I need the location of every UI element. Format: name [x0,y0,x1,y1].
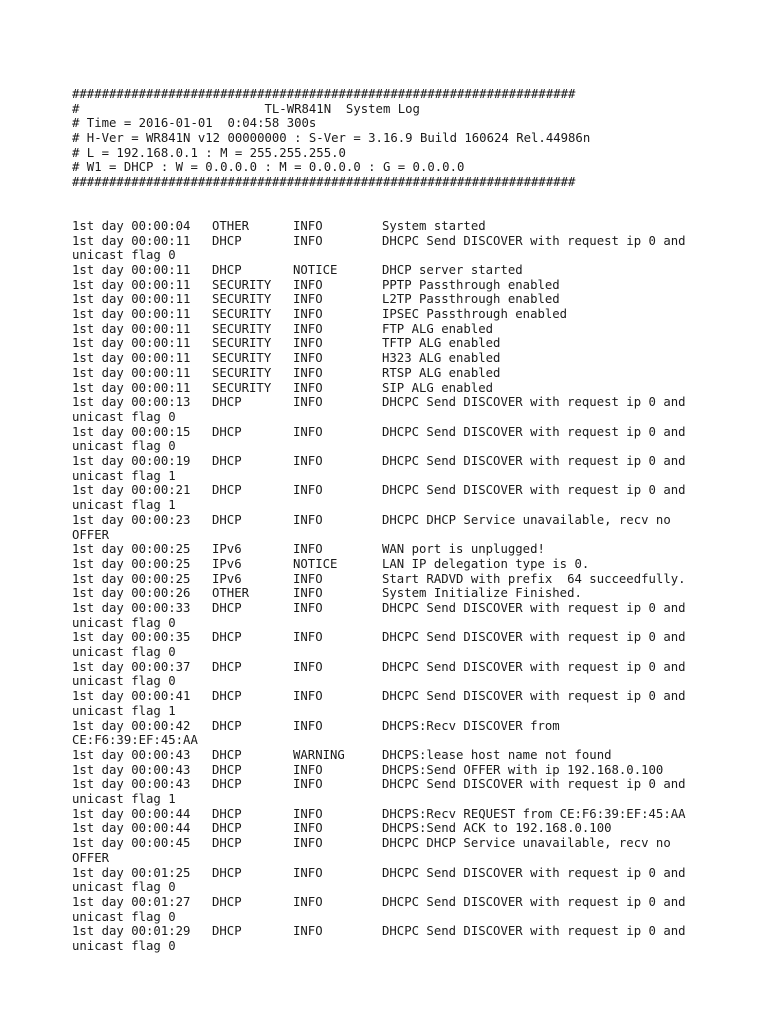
log-entry [72,821,686,836]
header-time: # Time = 2016-01-01 0:04:58 300s [72,116,317,131]
log-entry [72,895,686,924]
log-level: INFO [293,424,323,439]
log-entry-line [72,719,686,734]
log-entry [72,763,686,778]
log-entry [72,454,686,483]
log-level: INFO [293,380,323,395]
log-time: 1st day 00:00:15 [72,424,191,439]
log-message-continuation: unicast flag 0 [72,645,176,660]
log-type: SECURITY [212,380,272,395]
log-time: 1st day 00:00:11 [72,233,191,248]
log-entry-line [72,307,686,322]
log-message: Start RADVD with prefix 64 succeedfully. [382,571,686,586]
log-entries [72,219,686,954]
log-time: 1st day 00:00:13 [72,395,191,410]
log-entry-line [72,381,686,396]
system-log-document [72,87,686,954]
log-message: DHCP server started [382,262,523,277]
log-message-continuation: OFFER [72,850,110,865]
log-entry-line [72,689,686,704]
header-border-top: #################################################################### [72,87,576,101]
log-message: DHCPC DHCP Service unavailable, recv no [382,512,671,527]
log-type: IPv6 [212,571,242,586]
log-message-continuation: unicast flag 0 [72,439,176,454]
log-time: 1st day 00:01:29 [72,924,191,939]
log-header [72,87,686,190]
log-entry [72,660,686,689]
log-time: 1st day 00:00:25 [72,571,191,586]
log-message: IPSEC Passthrough enabled [382,307,568,322]
log-type: DHCP [212,924,242,939]
log-time: 1st day 00:01:27 [72,894,191,909]
log-entry-line [72,292,686,307]
log-type: DHCP [212,395,242,410]
log-entry-line [72,483,686,498]
log-entry [72,777,686,806]
log-type: SECURITY [212,336,272,351]
log-entry [72,630,686,659]
header-title: # TL-WR841N System Log [72,101,420,116]
log-entry [72,513,686,542]
log-message: DHCPC Send DISCOVER with request ip 0 and [382,777,686,792]
log-time: 1st day 00:00:25 [72,556,191,571]
log-message-continuation: unicast flag 1 [72,703,176,718]
log-message: DHCPS:Recv REQUEST from CE:F6:39:EF:45:AA [382,806,686,821]
header-version: # H-Ver = WR841N v12 00000000 : S-Ver = 3.16.9 Build 160624 Rel.44986n [72,131,591,146]
log-message-continuation: unicast flag 0 [72,409,176,424]
log-type: DHCP [212,262,242,277]
log-entry [72,807,686,822]
log-entry-line [72,454,686,469]
log-type: OTHER [212,218,250,233]
log-entry [72,351,686,366]
log-message: DHCPC Send DISCOVER with request ip 0 and [382,630,686,645]
log-level: INFO [293,277,323,292]
header-lan: # L = 192.168.0.1 : M = 255.255.255.0 [72,145,346,160]
log-level: INFO [293,586,323,601]
log-level: INFO [293,865,323,880]
log-entry [72,601,686,630]
log-entry [72,278,686,293]
log-entry-line [72,586,686,601]
log-type: DHCP [212,659,242,674]
log-level: INFO [293,336,323,351]
log-message: DHCPC Send DISCOVER with request ip 0 and [382,865,686,880]
log-type: DHCP [212,483,242,498]
log-entry-line [72,572,686,587]
log-entry-line [72,777,686,792]
log-time: 1st day 00:00:35 [72,630,191,645]
log-type: DHCP [212,454,242,469]
log-level: WARNING [293,747,345,762]
log-type: DHCP [212,762,242,777]
log-message-continuation: unicast flag 0 [72,615,176,630]
log-type: SECURITY [212,277,272,292]
log-time: 1st day 00:00:11 [72,292,191,307]
log-time: 1st day 00:00:11 [72,336,191,351]
log-level: INFO [293,601,323,615]
log-entry [72,719,686,748]
log-entry-line [72,748,686,763]
log-level: INFO [293,365,323,380]
log-level: INFO [293,659,323,674]
log-level: INFO [293,689,323,704]
log-type: SECURITY [212,292,272,307]
log-time: 1st day 00:00:37 [72,659,191,674]
log-entry [72,748,686,763]
log-type: DHCP [212,630,242,645]
log-message: DHCPS:Send ACK to 192.168.0.100 [382,821,612,836]
log-level: INFO [293,542,323,557]
log-message: DHCPC Send DISCOVER with request ip 0 and [382,395,686,410]
log-level: INFO [293,292,323,307]
spacer [72,190,686,219]
log-message: H323 ALG enabled [382,351,501,366]
log-message-continuation: OFFER [72,527,110,542]
log-level: INFO [293,233,323,248]
log-message: SIP ALG enabled [382,380,494,395]
log-entry [72,586,686,601]
log-entry [72,425,686,454]
log-entry [72,263,686,278]
log-time: 1st day 00:00:33 [72,601,191,615]
log-time: 1st day 00:00:26 [72,586,191,601]
log-entry [72,395,686,424]
log-message-continuation: unicast flag 0 [72,248,176,263]
log-entry-line [72,234,686,249]
log-time: 1st day 00:00:19 [72,454,191,469]
log-entry [72,307,686,322]
log-message-continuation: unicast flag 1 [72,498,176,513]
log-entry [72,234,686,263]
log-type: DHCP [212,747,242,762]
log-level: INFO [293,762,323,777]
log-time: 1st day 00:00:41 [72,689,191,704]
log-level: INFO [293,924,323,939]
log-entry-line [72,660,686,675]
log-type: DHCP [212,865,242,880]
log-level: INFO [293,483,323,498]
log-level: INFO [293,454,323,469]
log-entry-line [72,351,686,366]
log-time: 1st day 00:00:11 [72,307,191,322]
log-message-continuation: unicast flag 1 [72,792,176,807]
log-entry [72,483,686,512]
log-message: DHCPS:Recv DISCOVER from [382,718,560,733]
log-level: INFO [293,321,323,336]
log-entry-line [72,219,686,234]
log-level: INFO [293,512,323,527]
log-type: OTHER [212,586,250,601]
log-entry [72,219,686,234]
log-entry [72,924,686,953]
log-message: TFTP ALG enabled [382,336,501,351]
log-message-continuation: CE:F6:39:EF:45:AA [72,733,198,748]
log-level: INFO [293,836,323,851]
log-level: INFO [293,351,323,366]
log-entry-line [72,425,686,440]
log-entry-line [72,513,686,528]
log-message: DHCPC Send DISCOVER with request ip 0 and [382,659,686,674]
log-type: DHCP [212,718,242,733]
log-type: DHCP [212,689,242,704]
log-type: DHCP [212,821,242,836]
log-message: DHCPC Send DISCOVER with request ip 0 and [382,924,686,939]
log-time: 1st day 00:00:45 [72,836,191,851]
log-type: SECURITY [212,351,272,366]
log-type: DHCP [212,836,242,851]
log-time: 1st day 00:00:43 [72,747,191,762]
log-message: System started [382,218,486,233]
log-entry-line [72,366,686,381]
log-entry-line [72,557,686,572]
log-entry [72,836,686,865]
log-entry-line [72,821,686,836]
log-level: NOTICE [293,262,338,277]
log-message-continuation: unicast flag 0 [72,909,176,924]
log-message: DHCPC DHCP Service unavailable, recv no [382,836,671,851]
log-message: DHCPS:lease host name not found [382,747,612,762]
log-message: DHCPC Send DISCOVER with request ip 0 and [382,483,686,498]
log-entry [72,689,686,718]
log-level: INFO [293,395,323,410]
log-level: INFO [293,894,323,909]
log-entry-line [72,763,686,778]
log-entry-line [72,542,686,557]
log-entry-line [72,322,686,337]
log-message-continuation: unicast flag 0 [72,674,176,689]
log-entry-line [72,630,686,645]
log-level: INFO [293,777,323,792]
log-message: DHCPC Send DISCOVER with request ip 0 and [382,894,686,909]
log-message: DHCPS:Send OFFER with ip 192.168.0.100 [382,762,664,777]
log-time: 1st day 00:00:11 [72,262,191,277]
log-message-continuation: unicast flag 0 [72,880,176,895]
log-level: INFO [293,630,323,645]
log-level: INFO [293,571,323,586]
log-level: INFO [293,307,323,322]
log-entry [72,542,686,557]
log-type: DHCP [212,806,242,821]
log-time: 1st day 00:00:04 [72,218,191,233]
log-message: DHCPC Send DISCOVER with request ip 0 and [382,233,686,248]
log-entry-line [72,336,686,351]
header-wan: # W1 = DHCP : W = 0.0.0.0 : M = 0.0.0.0 : G = 0.0.0.0 [72,160,465,175]
log-time: 1st day 00:00:44 [72,806,191,821]
log-entry-line [72,263,686,278]
log-entry-line [72,866,686,881]
log-entry [72,366,686,381]
log-message: LAN IP delegation type is 0. [382,556,590,571]
log-time: 1st day 00:00:25 [72,542,191,557]
log-entry-line [72,278,686,293]
log-type: DHCP [212,424,242,439]
log-time: 1st day 00:00:43 [72,762,191,777]
log-entry [72,322,686,337]
log-message: WAN port is unplugged! [382,542,545,557]
log-type: IPv6 [212,542,242,557]
log-type: DHCP [212,601,242,615]
log-time: 1st day 00:00:11 [72,351,191,366]
log-entry [72,336,686,351]
log-time: 1st day 00:00:21 [72,483,191,498]
log-message: System Initialize Finished. [382,586,582,601]
log-time: 1st day 00:00:11 [72,321,191,336]
log-message-continuation: unicast flag 0 [72,939,176,954]
log-message: DHCPC Send DISCOVER with request ip 0 and [382,689,686,704]
log-message: DHCPC Send DISCOVER with request ip 0 and [382,424,686,439]
log-level: INFO [293,806,323,821]
log-time: 1st day 00:00:23 [72,512,191,527]
log-entry-line [72,895,686,910]
log-type: DHCP [212,512,242,527]
log-message-continuation: unicast flag 1 [72,468,176,483]
log-level: INFO [293,218,323,233]
log-time: 1st day 00:00:44 [72,821,191,836]
log-type: SECURITY [212,365,272,380]
log-time: 1st day 00:01:25 [72,865,191,880]
log-entry-line [72,601,686,616]
log-type: DHCP [212,777,242,792]
log-type: DHCP [212,894,242,909]
log-message: FTP ALG enabled [382,321,494,336]
log-entry [72,557,686,572]
log-type: IPv6 [212,556,242,571]
log-type: SECURITY [212,307,272,322]
log-level: NOTICE [293,556,338,571]
log-message: DHCPC Send DISCOVER with request ip 0 and [382,454,686,469]
log-time: 1st day 00:00:11 [72,365,191,380]
log-level: INFO [293,718,323,733]
log-time: 1st day 00:00:42 [72,718,191,733]
log-time: 1st day 00:00:11 [72,380,191,395]
log-entry-line [72,924,686,939]
log-entry [72,572,686,587]
log-entry [72,292,686,307]
log-level: INFO [293,821,323,836]
log-message: DHCPC Send DISCOVER with request ip 0 and [382,601,686,615]
log-type: SECURITY [212,321,272,336]
log-time: 1st day 00:00:43 [72,777,191,792]
log-type: DHCP [212,233,242,248]
log-entry [72,866,686,895]
header-border-bottom: #################################################################### [72,175,576,190]
log-message: PPTP Passthrough enabled [382,277,560,292]
log-entry-line [72,807,686,822]
log-entry [72,381,686,396]
log-entry-line [72,836,686,851]
log-message: L2TP Passthrough enabled [382,292,560,307]
log-entry-line [72,395,686,410]
log-message: RTSP ALG enabled [382,365,501,380]
log-time: 1st day 00:00:11 [72,277,191,292]
